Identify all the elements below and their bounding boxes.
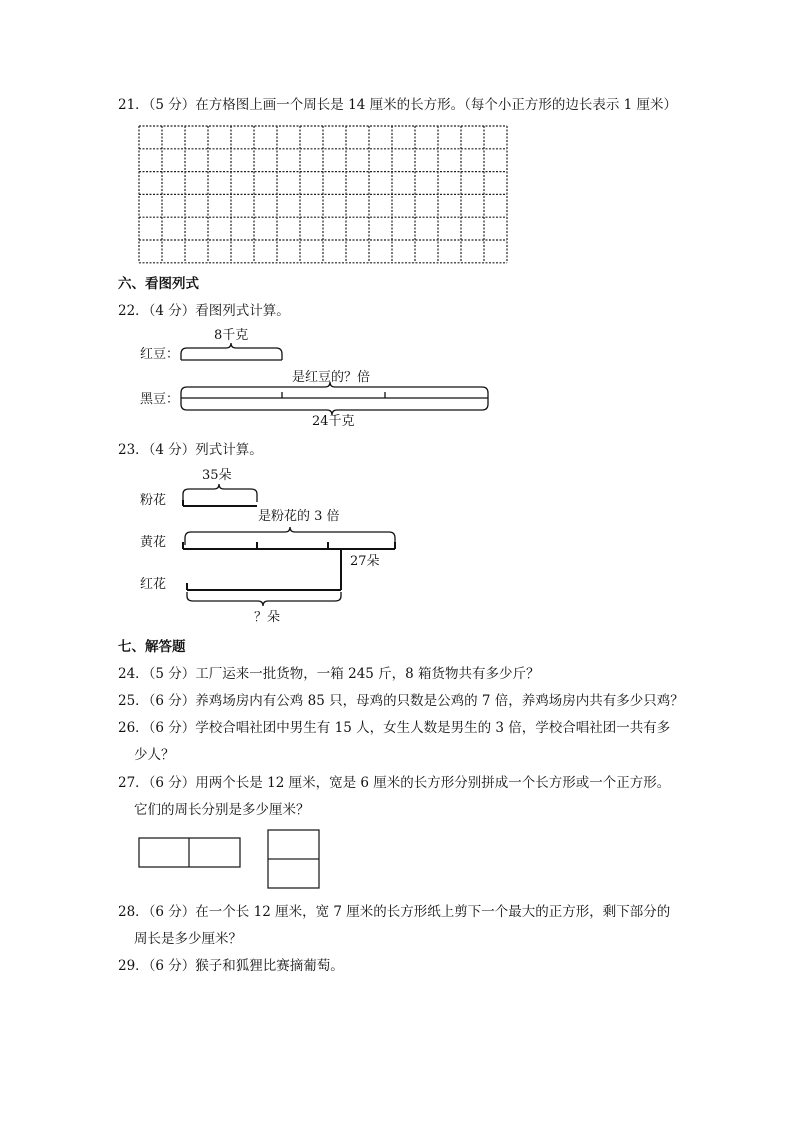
red-label: 红花 <box>140 577 167 592</box>
black-bean-bar <box>181 392 488 398</box>
question-27: 27．（6 分）用两个长是 12 厘米，宽是 6 厘米的长方形分别拼成一个长方形或一个正方形。 <box>118 775 671 791</box>
yellow-brace <box>185 527 395 545</box>
dashed-grid <box>139 126 507 263</box>
question-23-text: 23．（4 分）列式计算。 <box>118 442 263 458</box>
red-brace <box>187 592 341 606</box>
diff-value: 27朵 <box>350 554 380 569</box>
question-28-cont: 周长是多少厘米？ <box>134 931 242 947</box>
pink-label: 粉花 <box>140 493 167 508</box>
question-26: 26．（6 分）学校合唱社团中男生有 15 人，女生人数是男生的 3 倍，学校合唱社团一共有多 <box>118 720 671 736</box>
question-26-cont: 少人？ <box>134 747 175 763</box>
section-7-title: 七、解答题 <box>118 639 186 655</box>
yellow-bar <box>183 542 395 549</box>
red-bean-label: 红豆： <box>140 347 180 362</box>
black-bean-question: 是红豆的？倍 <box>292 370 371 385</box>
black-bean-label: 黑豆： <box>140 392 180 407</box>
yellow-note: 是粉花的 3 倍 <box>258 509 340 524</box>
pink-value: 35朵 <box>202 468 232 483</box>
question-29: 29．（6 分）猴子和狐狸比赛摘葡萄。 <box>118 958 344 974</box>
pink-bar <box>183 500 257 506</box>
question-24: 24．（5 分）工厂运来一批货物，一箱 245 斤，8 箱货物共有多少斤？ <box>118 666 540 682</box>
black-bean-bottom-brace <box>181 398 488 415</box>
red-bean-value: 8千克 <box>214 328 249 343</box>
question-27-cont: 它们的周长分别是多少厘米？ <box>134 802 310 818</box>
question-22-text: 22．（4 分）看图列式计算。 <box>118 303 290 319</box>
red-bean-brace <box>181 343 282 360</box>
question-21-text: 21．（5 分）在方格图上画一个周长是 14 厘米的长方形。（每个小正方形的边长表示 1 厘米） <box>118 97 677 113</box>
red-question: ？朵 <box>254 610 281 625</box>
yellow-label: 黄花 <box>140 535 167 550</box>
q27-figures <box>139 830 319 888</box>
red-bar <box>187 583 341 590</box>
pink-brace <box>183 484 257 502</box>
black-bean-total: 24千克 <box>312 414 355 429</box>
section-6-title: 六、看图列式 <box>118 276 199 292</box>
question-25: 25．（6 分）养鸡场房内有公鸡 85 只，母鸡的只数是公鸡的 7 倍，养鸡场房内共有多少只鸡？ <box>118 693 684 709</box>
q23-diagram <box>183 484 395 606</box>
question-28: 28．（6 分）在一个长 12 厘米，宽 7 厘米的长方形纸上剪下一个最大的正方形，剩下部分的 <box>118 904 671 920</box>
